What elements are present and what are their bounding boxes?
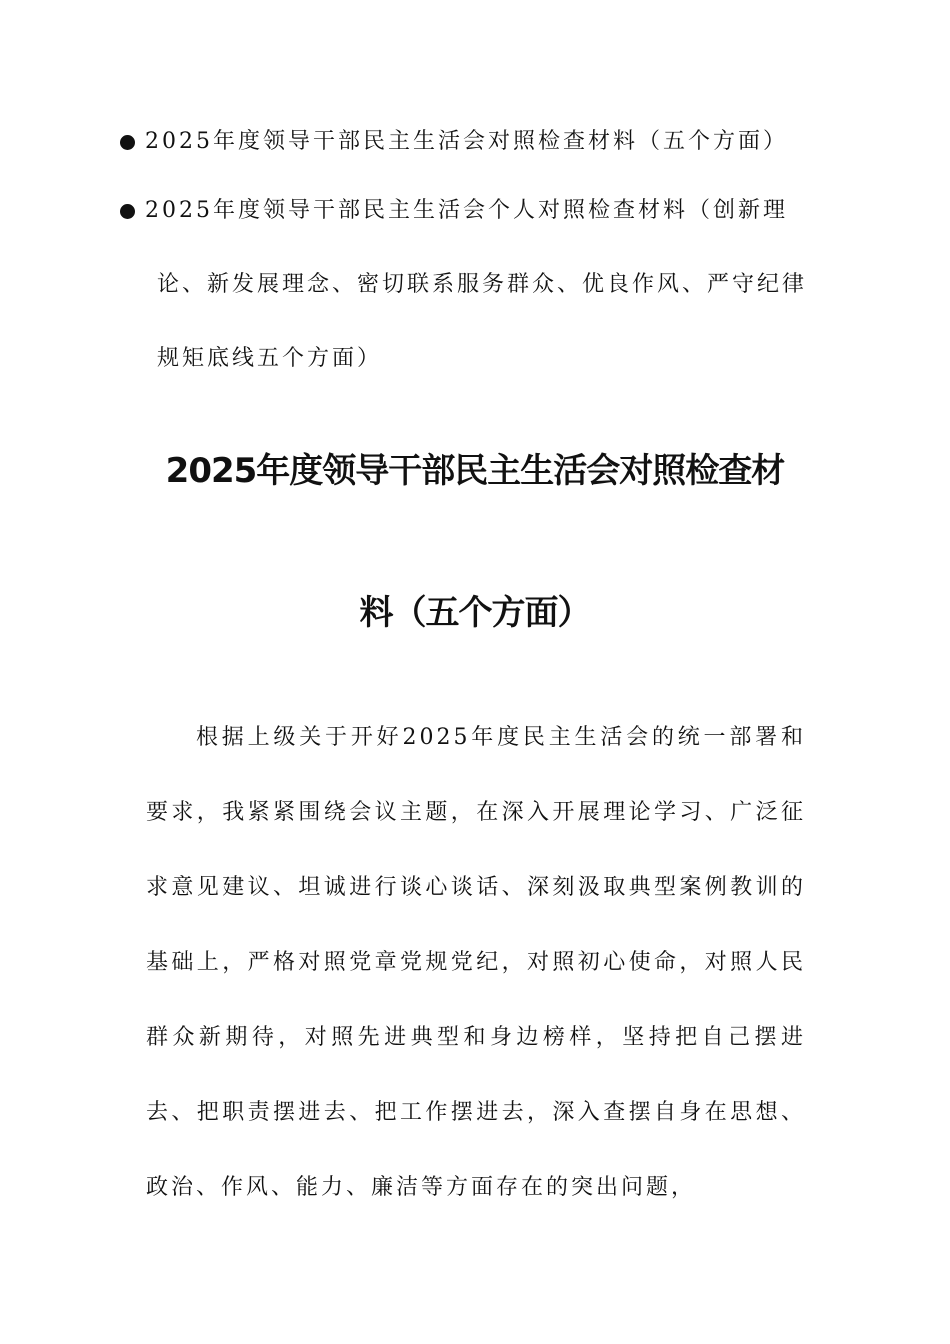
body-paragraph: 根据上级关于开好2025年度民主生活会的统一部署和要求，我紧紧围绕会议主题，在深入开展理论学习、广泛征求意见建议、坦诚进行谈心谈话、深刻汲取典型案例教训的基础上，严格对照党章党规党纪，对照初心使命，对照人民群众新期待，对照先进典型和身边榜样，坚持把自己摆进去、把职责摆进去、把工作摆进去，深入查摆自身在思想、政治、作风、能力、廉洁等方面存在的突出问题， bbox=[146, 725, 806, 1200]
bullet-icon bbox=[120, 204, 135, 219]
document-title: 2025年度领导干部民主生活会对照检查材料（五个方面） bbox=[165, 451, 785, 633]
toc-item[interactable] bbox=[120, 118, 810, 166]
toc-item-label: 2025年度领导干部民主生活会个人对照检查材料（创新理论、新发展理念、密切联系服务群众、优良作风、严守纪律规矩底线五个方面） bbox=[145, 198, 808, 371]
toc-item[interactable] bbox=[120, 174, 810, 396]
bullet-icon bbox=[120, 135, 135, 150]
toc-item-label: 2025年度领导干部民主生活会对照检查材料（五个方面） bbox=[145, 129, 788, 154]
toc-list bbox=[120, 118, 810, 396]
